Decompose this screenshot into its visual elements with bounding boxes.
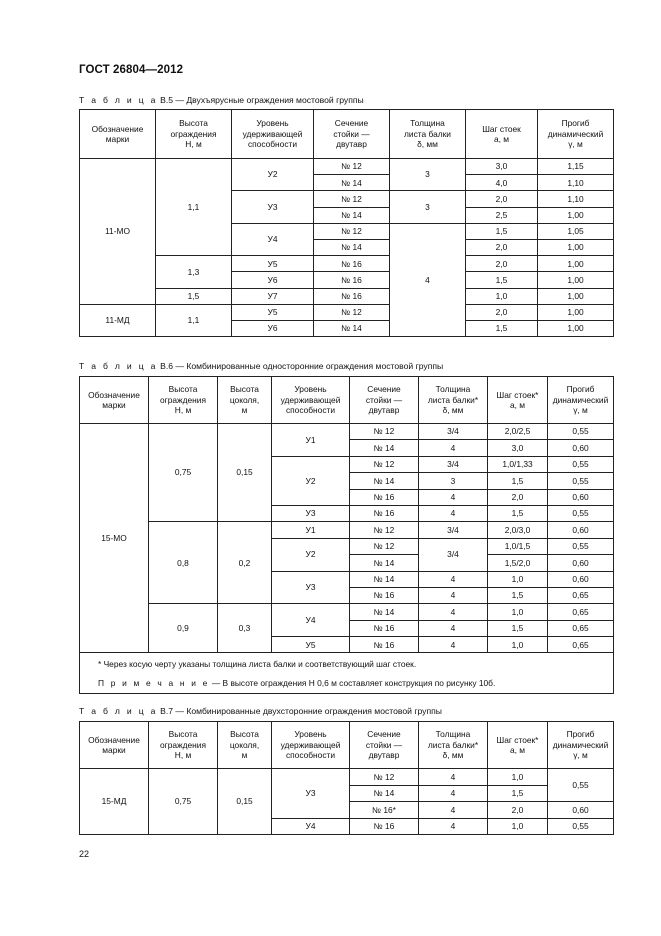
deflection-cell: 1,10: [538, 191, 614, 207]
step-cell: 1,5: [488, 473, 548, 489]
section-cell: № 14: [314, 239, 390, 255]
section-cell: № 16: [314, 288, 390, 304]
step-cell: 3,0: [488, 440, 548, 456]
table-row: [80, 522, 614, 538]
step-cell: 1,5: [488, 620, 548, 636]
step-cell: 2,0/3,0: [488, 522, 548, 538]
table-b5-caption-label: Т а б л и ц а: [79, 95, 158, 105]
deflection-cell: 0,65: [548, 604, 614, 620]
section-cell: № 16: [350, 489, 419, 505]
level-cell: У5: [272, 637, 350, 653]
section-cell: № 14: [314, 175, 390, 191]
section-cell: № 16: [350, 587, 419, 603]
table-b5-caption-text: В.5 — Двухъярусные ограждения мостовой группы: [160, 95, 364, 105]
step-cell: 1,5/2,0: [488, 555, 548, 571]
table-b7-caption-text: В.7 — Комбинированные двухсторонние ограждения мостовой группы: [160, 706, 442, 716]
table-row: [80, 256, 614, 272]
plinth-cell: 0,3: [218, 604, 272, 653]
section-cell: № 16: [350, 505, 419, 521]
section-cell: № 16*: [350, 802, 419, 819]
table-b6-footnote-row: [80, 653, 614, 674]
deflection-cell: 1,00: [538, 288, 614, 304]
level-cell: У3: [272, 769, 350, 819]
level-cell: У2: [272, 456, 350, 505]
step-cell: 1,5: [466, 272, 538, 288]
section-cell: № 16: [314, 256, 390, 272]
table-header-cell: Уровень удерживающей способности: [272, 722, 350, 769]
table-header-cell: Уровень удерживающей способности: [272, 377, 350, 424]
section-cell: № 12: [350, 424, 419, 440]
table-header-cell: Сечение стойки — двутавр: [314, 110, 390, 159]
height-cell: 0,75: [149, 424, 218, 522]
thickness-cell: 4: [419, 785, 488, 802]
table-header-cell: Прогиб динамический γ, м: [548, 722, 614, 769]
deflection-cell: 0,60: [548, 440, 614, 456]
table-header-cell: Уровень удерживающей способности: [232, 110, 314, 159]
step-cell: 1,0: [488, 604, 548, 620]
deflection-cell: 0,55: [548, 473, 614, 489]
step-cell: 1,0: [466, 288, 538, 304]
thickness-cell: 4: [419, 818, 488, 835]
table-header-cell: Высота ограждения H, м: [149, 722, 218, 769]
table-b6-note-row: [80, 673, 614, 694]
thickness-cell: 4: [419, 769, 488, 786]
table-b6-header-row: [80, 377, 614, 424]
deflection-cell: 0,55: [548, 424, 614, 440]
level-cell: У6: [232, 320, 314, 336]
deflection-cell: 1,00: [538, 207, 614, 223]
thickness-cell: 4: [419, 489, 488, 505]
plinth-cell: 0,15: [218, 769, 272, 835]
deflection-cell: 0,55: [548, 769, 614, 802]
mark-cell: 11-МО: [80, 159, 156, 305]
table-header-cell: Обозначение марки: [80, 110, 156, 159]
table-header-cell: Шаг стоек* a, м: [488, 722, 548, 769]
section-cell: № 16: [350, 620, 419, 636]
section-cell: № 14: [314, 320, 390, 336]
level-cell: У5: [232, 304, 314, 320]
deflection-cell: 1,00: [538, 239, 614, 255]
mark-cell: 11-МД: [80, 304, 156, 336]
deflection-cell: 0,60: [548, 802, 614, 819]
table-row: [80, 304, 614, 320]
thickness-cell: 4: [419, 505, 488, 521]
thickness-cell: 3/4: [419, 456, 488, 472]
table-note-label: П р и м е ч а н и е: [98, 677, 210, 688]
step-cell: 1,5: [488, 505, 548, 521]
step-cell: 3,0: [466, 159, 538, 175]
thickness-cell: 3: [419, 473, 488, 489]
level-cell: У4: [272, 604, 350, 637]
step-cell: 2,0: [488, 489, 548, 505]
section-cell: № 16: [314, 272, 390, 288]
height-cell: 1,1: [156, 159, 232, 256]
deflection-cell: 0,60: [548, 571, 614, 587]
step-cell: 2,0: [466, 191, 538, 207]
thickness-cell: 3/4: [419, 522, 488, 538]
table-b6-caption-label: Т а б л и ц а: [79, 361, 158, 371]
table-footnote: * Через косую черту указаны толщина листа балки и соответствующий шаг стоек.: [80, 653, 614, 674]
section-cell: № 14: [350, 555, 419, 571]
step-cell: 1,0/1,5: [488, 538, 548, 554]
table-b7: [79, 721, 614, 835]
level-cell: У5: [232, 256, 314, 272]
table-note-text: — В высоте ограждения H 0,6 м составляет конструкция по рисунку 10б.: [211, 677, 496, 688]
level-cell: У3: [232, 191, 314, 223]
deflection-cell: 0,55: [548, 456, 614, 472]
table-header-cell: Шаг стоек* a, м: [488, 377, 548, 424]
height-cell: 0,75: [149, 769, 218, 835]
level-cell: У6: [232, 272, 314, 288]
table-b7-caption: [79, 706, 442, 716]
deflection-cell: 0,65: [548, 587, 614, 603]
section-cell: № 12: [314, 159, 390, 175]
table-row: [80, 288, 614, 304]
level-cell: У1: [272, 522, 350, 538]
plinth-cell: 0,2: [218, 522, 272, 604]
thickness-cell: 3: [390, 159, 466, 191]
section-cell: № 14: [350, 473, 419, 489]
deflection-cell: 0,65: [548, 620, 614, 636]
step-cell: 1,5: [488, 785, 548, 802]
table-header-cell: Высота цоколя, м: [218, 377, 272, 424]
deflection-cell: 0,60: [548, 555, 614, 571]
thickness-cell: 4: [419, 440, 488, 456]
thickness-cell: 3: [390, 191, 466, 223]
step-cell: 2,5: [466, 207, 538, 223]
thickness-cell: 4: [419, 571, 488, 587]
section-cell: № 16: [350, 818, 419, 835]
thickness-cell: 4: [419, 802, 488, 819]
thickness-cell: 4: [419, 587, 488, 603]
deflection-cell: 1,00: [538, 272, 614, 288]
table-row: [80, 604, 614, 620]
section-cell: № 12: [350, 538, 419, 554]
section-cell: № 16: [350, 637, 419, 653]
level-cell: У4: [232, 223, 314, 255]
table-b6: [79, 376, 614, 694]
step-cell: 1,0: [488, 818, 548, 835]
table-b6-caption: [79, 361, 443, 371]
step-cell: 1,5: [466, 223, 538, 239]
page-number: 22: [79, 849, 90, 859]
step-cell: 2,0: [466, 304, 538, 320]
deflection-cell: 0,55: [548, 818, 614, 835]
mark-cell: 15-МО: [80, 424, 149, 653]
level-cell: У2: [272, 538, 350, 571]
mark-cell: 15-МД: [80, 769, 149, 835]
table-header-cell: Обозначение марки: [80, 722, 149, 769]
section-cell: № 14: [350, 604, 419, 620]
deflection-cell: 1,00: [538, 256, 614, 272]
table-b5-header-row: [80, 110, 614, 159]
level-cell: У1: [272, 424, 350, 457]
table-header-cell: Прогиб динамический γ, м: [538, 110, 614, 159]
table-header-cell: Высота ограждения H, м: [156, 110, 232, 159]
table-header-cell: Прогиб динамический γ, м: [548, 377, 614, 424]
step-cell: 2,0: [466, 256, 538, 272]
height-cell: 1,5: [156, 288, 232, 304]
step-cell: 1,5: [488, 587, 548, 603]
height-cell: 0,9: [149, 604, 218, 653]
deflection-cell: 1,00: [538, 320, 614, 336]
height-cell: 1,3: [156, 256, 232, 288]
height-cell: 1,1: [156, 304, 232, 336]
section-cell: № 12: [350, 522, 419, 538]
table-header-cell: Шаг стоек a, м: [466, 110, 538, 159]
thickness-cell: 4: [390, 223, 466, 336]
thickness-cell: 3/4: [419, 424, 488, 440]
table-b7-header-row: [80, 722, 614, 769]
section-cell: № 12: [350, 456, 419, 472]
level-cell: У2: [232, 159, 314, 191]
step-cell: 1,0/1,33: [488, 456, 548, 472]
deflection-cell: 1,10: [538, 175, 614, 191]
level-cell: У3: [272, 571, 350, 604]
step-cell: 1,5: [466, 320, 538, 336]
table-row: [80, 159, 614, 175]
section-cell: № 12: [314, 191, 390, 207]
deflection-cell: 0,55: [548, 505, 614, 521]
section-cell: № 14: [350, 785, 419, 802]
table-header-cell: Толщина листа балки δ, мм: [390, 110, 466, 159]
section-cell: № 12: [314, 223, 390, 239]
table-row: [80, 769, 614, 786]
table-header-cell: Обозначение марки: [80, 377, 149, 424]
table-header-cell: Толщина листа балки* δ, мм: [419, 722, 488, 769]
thickness-cell: 3/4: [419, 538, 488, 571]
table-b5-caption: [79, 95, 364, 105]
deflection-cell: 0,65: [548, 637, 614, 653]
section-cell: № 14: [350, 440, 419, 456]
step-cell: 1,0: [488, 769, 548, 786]
thickness-cell: 4: [419, 604, 488, 620]
table-header-cell: Высота цоколя, м: [218, 722, 272, 769]
section-cell: № 14: [314, 207, 390, 223]
table-header-cell: Сечение стойки — двутавр: [350, 722, 419, 769]
section-cell: № 12: [350, 769, 419, 786]
deflection-cell: 0,60: [548, 489, 614, 505]
step-cell: 2,0: [466, 239, 538, 255]
step-cell: 1,0: [488, 571, 548, 587]
deflection-cell: 0,60: [548, 522, 614, 538]
table-b5: [79, 109, 614, 337]
plinth-cell: 0,15: [218, 424, 272, 522]
step-cell: 2,0: [488, 802, 548, 819]
deflection-cell: 1,05: [538, 223, 614, 239]
table-b7-caption-label: Т а б л и ц а: [79, 706, 158, 716]
level-cell: У3: [272, 505, 350, 521]
table-row: [80, 424, 614, 440]
level-cell: У7: [232, 288, 314, 304]
thickness-cell: 4: [419, 620, 488, 636]
deflection-cell: 1,00: [538, 304, 614, 320]
level-cell: У4: [272, 818, 350, 835]
thickness-cell: 4: [419, 637, 488, 653]
table-b6-caption-text: В.6 — Комбинированные односторонние ограждения мостовой группы: [160, 361, 444, 371]
step-cell: 4,0: [466, 175, 538, 191]
section-cell: № 14: [350, 571, 419, 587]
deflection-cell: 1,15: [538, 159, 614, 175]
table-header-cell: Толщина листа балки* δ, мм: [419, 377, 488, 424]
step-cell: 1,0: [488, 637, 548, 653]
table-header-cell: Высота ограждения H, м: [149, 377, 218, 424]
document-code: ГОСТ 26804—2012: [79, 64, 184, 76]
table-header-cell: Сечение стойки — двутавр: [350, 377, 419, 424]
section-cell: № 12: [314, 304, 390, 320]
height-cell: 0,8: [149, 522, 218, 604]
step-cell: 2,0/2,5: [488, 424, 548, 440]
deflection-cell: 0,55: [548, 538, 614, 554]
table-note: [80, 673, 614, 694]
